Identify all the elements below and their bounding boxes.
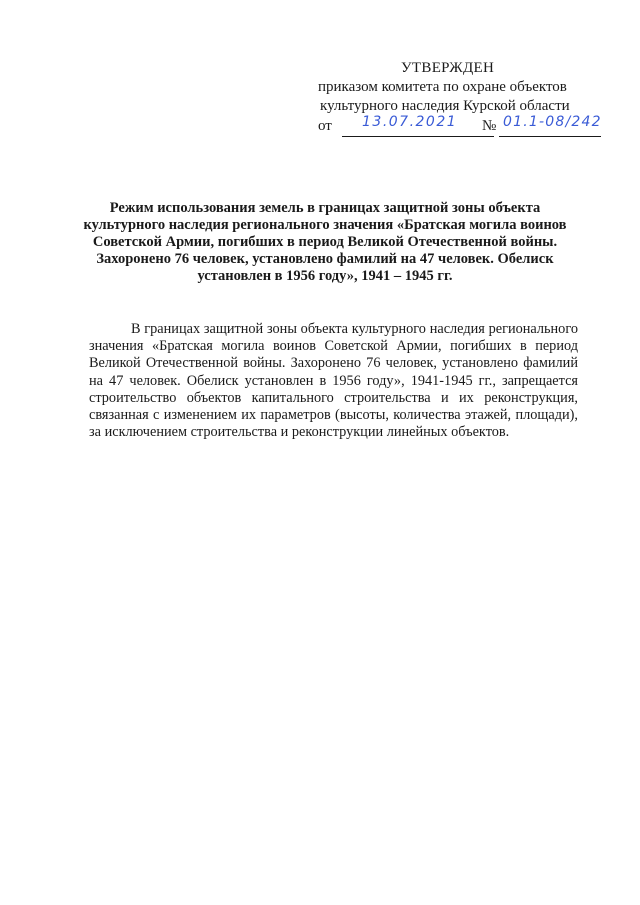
date-field (342, 114, 497, 137)
approval-line-2: культурного наследия Курской области (320, 98, 570, 114)
date-prefix: от (318, 118, 332, 134)
order-reference (318, 114, 618, 138)
body-paragraph: В границах защитной зоны объекта культурного наследия регионального значения «Братская могила воинов Советской Армии, погибших в период Великой Отечественной войны. Захоронено 76 человек, установлено фамилий на 47 человек. Обелиск установлен в 1956 году», 1941-1945 гг., запрещается строительство объектов капитального строительства и их реконструкция, связанная с изменением их параметров (высоты, количества этажей, площади), за исключением строительства и реконструкции линейных объектов. (89, 321, 578, 441)
approval-line-1: приказом комитета по охране объектов (318, 79, 567, 95)
number-field (499, 114, 601, 137)
handwritten-date: 13.07.2021 (362, 114, 458, 130)
approval-block (318, 59, 618, 116)
handwritten-number: 01.1-08/242 (503, 114, 602, 130)
approval-title: УТВЕРЖДЕН (401, 60, 495, 76)
number-prefix: № (482, 118, 497, 134)
document-heading: Режим использования земель в границах защитной зоны объекта культурного наследия регионального значения «Братская могила воинов Советской Армии, погибших в период Великой Отечественной войны. Захоронено 76 человек, установлено фамилий на 47 человек. Обелиск установлен в 1956 году», 1941 – 1945 гг. (83, 200, 567, 284)
